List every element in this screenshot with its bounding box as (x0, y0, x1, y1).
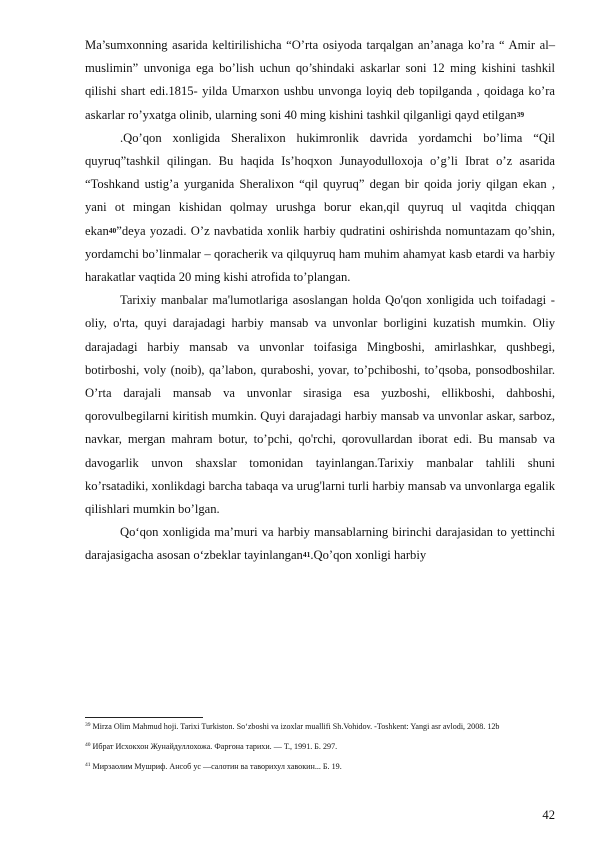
footnote-41 (85, 761, 555, 772)
footnote-ref-39: 39 (516, 109, 525, 119)
footnote-number: 41 (85, 762, 91, 768)
footnote-text: Mirza Olim Mahmud hoji. Tarixi Turkiston. So‘zboshi va izoxlar muallifi Sh.Vohidov. -Toshkent: Yangi asr avlodi, 2008. 12b (92, 722, 500, 731)
footnote-separator (85, 717, 203, 718)
paragraph-2 (85, 127, 555, 289)
paragraph-4-continuation: .Qo’qon xonligi harbiy (310, 548, 427, 563)
paragraph-4 (85, 521, 555, 567)
footnote-ref-41: 41 (302, 550, 311, 560)
footnote-ref-40: 40 (108, 225, 117, 235)
footnote-39 (85, 721, 555, 732)
paragraph-1-text: Ma’sumxonning asarida keltirilishicha “O’rta osiyoda tarqalgan an’anaga ko’ra “ Amir al–muslimin” unvoniga ega bo’lish uchun qo’shindaki askarlar soni 12 ming kishini tashkil qilishi shart edi.1815- yilda Umarxon ushbu unvonga loyiq deb topilganda , qoidaga ko’ra askarlar ro’yxatga olinib, ularning soni 40 ming kishini tashkil qilganligi qayd etilgan (85, 38, 555, 122)
paragraph-2-text: .Qo’qon xonligida Sheralixon hukimronlik davrida yordamchi bo’lima “Qil quyruq”tashkil qilingan. Bu haqida Is’hoqxon Junayodulloxoja o’g’li Ibrat o’z asarida “Toshkand ustig’a yurganida Sheralixon “qil quyruq” degan bir qoida joriy qilgan ekan , yani ot mingan kishidan qolmay urushga borur ekan,qil quyruq ul vaqitda chiqqan ekan (85, 130, 555, 238)
paragraph-4-text: Qo‘qon xonligida ma’muri va harbiy mansablarning birinchi darajasidan to yettinchi darajasigacha asosan o‘zbeklar tayinlangan (85, 525, 555, 563)
page-number: 42 (542, 808, 555, 822)
footnote-number: 39 (85, 722, 91, 728)
footnotes (85, 721, 555, 772)
paragraph-1 (85, 34, 555, 127)
footnote-40 (85, 741, 555, 752)
paragraph-3 (85, 289, 555, 521)
paragraph-3-text: Tarixiy manbalar ma'lumotlariga asoslangan holda Qo'qon xonligida uch toifadagi - oliy, o'rta, quyi darajadagi harbiy mansab va unvonlar borligini kuzatish mumkin. Oliy darajadagi harbiy mansab va unvonlar toifasiga Mingboshi, amirlashkar, qushbegi, botirboshi, voly (noib), qa’labon, quraboshi, yovar, to’pchiboshi, to’qsoba, ponsodboshilar. O’rta darajali mansab va unvonlar sirasiga esa yuzboshi, ellikboshi, dahboshi, qorovulbegilarni kiritish mumkin. Quyi darajadagi harbiy mansab va unvonlar askar, sarboz, navkar, mergan mahram botur, to’pchi, qo'rchi, qorovullardan iborat edi. Bu mansab va davogarlik unvon shaxslar tomonidan tayinlangan.Tarixiy manbalar tahlili shuni ko’rsatadiki, xonlikdagi barcha tabaqa va urug'larni turli harbiy mansab va unvonlarga egalik qilishlari mumkin bo’lgan. (85, 293, 555, 517)
paragraph-2-continuation: ”deya yozadi. O’z navbatida xonlik harbiy qudratini oshirishda nomuntazam qo’shin, yordamchi bo’linmalar – qoracherik va qilquyruq ham muhim ahamyat kasb etardi va harbiy harakatlar vaqtida 20 ming kishi atrofida to’plangan. (85, 223, 555, 285)
footnote-number: 40 (85, 742, 91, 748)
footnote-text: Ибрат Исхокхон Жунайдуллохожа. Фарғона тарихи. — Т., 1991. Б. 297. (92, 742, 338, 751)
footnote-text: Мирзаолим Мушриф. Ансоб ус —салотин ва таворихул хавокин... Б. 19. (92, 762, 342, 771)
main-text (85, 34, 555, 568)
